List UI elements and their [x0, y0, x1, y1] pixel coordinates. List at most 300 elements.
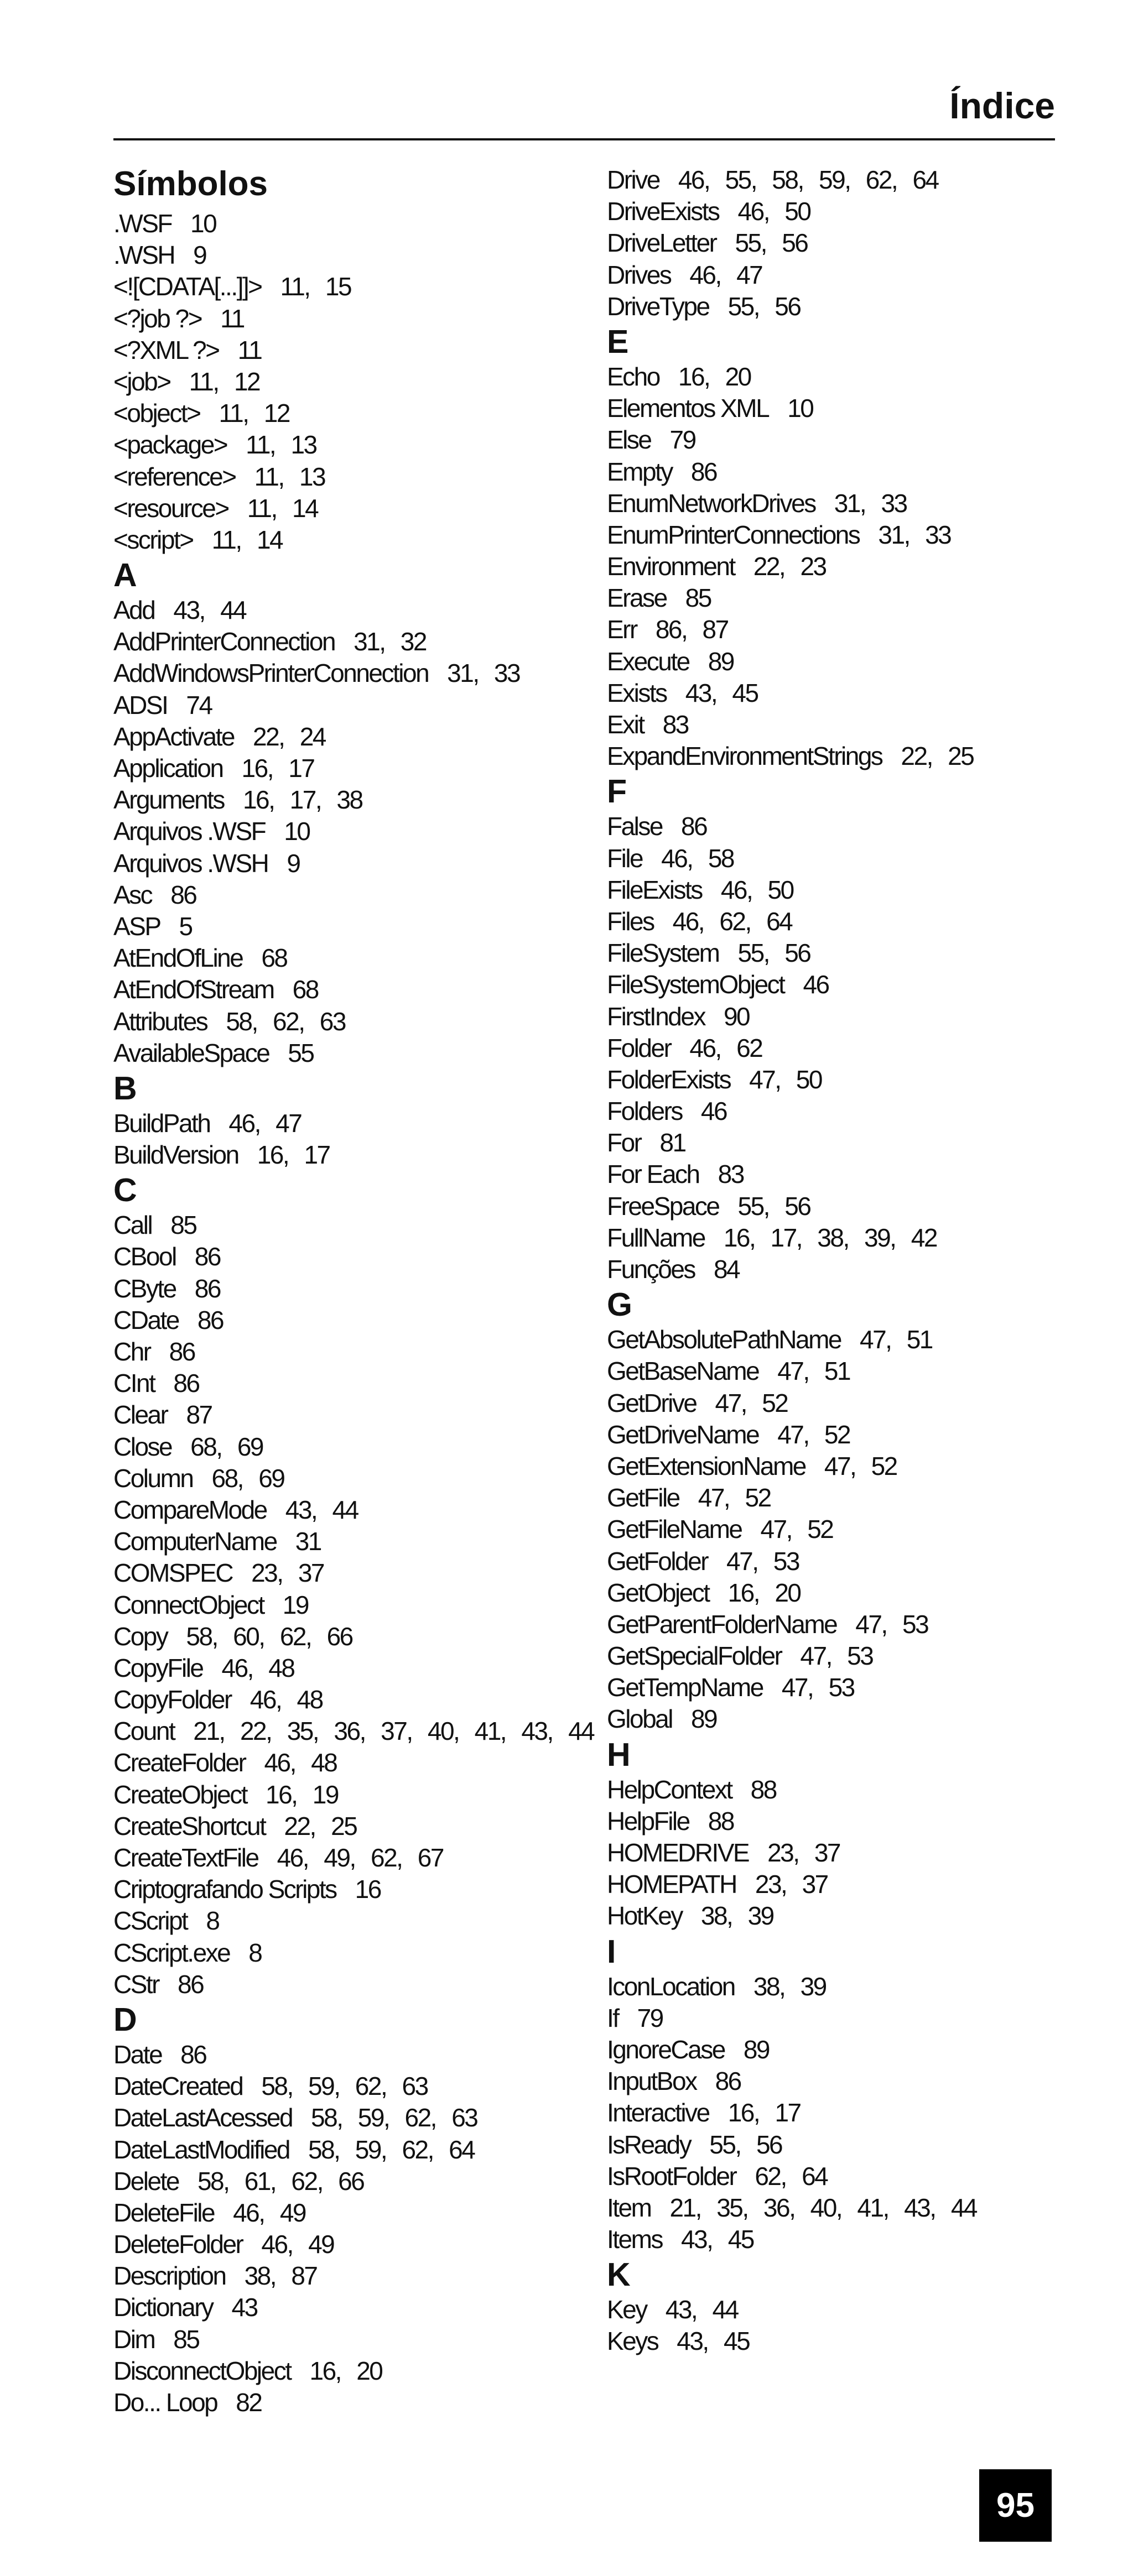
- index-entry: [113, 753, 600, 784]
- index-entry: [607, 1324, 1094, 1355]
- index-term: CDate: [113, 1305, 179, 1334]
- index-entry: [607, 1159, 1094, 1190]
- index-entry: [607, 456, 1094, 488]
- index-entry: [113, 398, 600, 429]
- index-term: <script>: [113, 525, 193, 554]
- index-term: GetFileName: [607, 1515, 742, 1544]
- index-term: CStr: [113, 1969, 159, 1999]
- index-entry: [607, 1482, 1094, 1514]
- index-pages: 11, 13: [254, 462, 325, 491]
- index-term: <reference>: [113, 462, 236, 491]
- index-term: Key: [607, 2295, 647, 2324]
- index-entry: [607, 1672, 1094, 1703]
- index-entry: [607, 874, 1094, 906]
- index-pages: 23, 37: [767, 1838, 840, 1867]
- index-term: For: [607, 1128, 641, 1157]
- index-pages: 79: [637, 2003, 663, 2032]
- index-term: ComputerName: [113, 1527, 277, 1556]
- index-pages: 86: [715, 2067, 741, 2096]
- index-term: Elementos XML: [607, 394, 769, 423]
- index-term: HelpContext: [607, 1775, 732, 1804]
- index-term: ADSI: [113, 690, 168, 719]
- index-entry: [113, 335, 600, 366]
- index-entry: [113, 1937, 600, 1969]
- index-entry: [607, 843, 1094, 874]
- index-pages: 88: [708, 1806, 734, 1835]
- index-entry: [113, 1715, 600, 1747]
- index-pages: 46, 47: [689, 260, 762, 289]
- index-entry: [607, 259, 1094, 291]
- index-entry: [607, 227, 1094, 259]
- index-pages: 46, 62, 64: [672, 906, 792, 936]
- index-pages: 9: [287, 848, 300, 878]
- index-pages: 62, 64: [755, 2161, 828, 2191]
- index-entry: [113, 595, 600, 626]
- index-term: HOMEDRIVE: [607, 1838, 749, 1867]
- index-entry: [113, 493, 600, 524]
- index-entry: [113, 1241, 600, 1273]
- index-entry: [113, 1431, 600, 1463]
- index-term: GetFolder: [607, 1546, 708, 1576]
- index-entry: [607, 1609, 1094, 1640]
- index-term: Interactive: [607, 2098, 709, 2127]
- index-entry: [113, 2134, 600, 2166]
- index-term: GetExtensionName: [607, 1451, 805, 1480]
- index-entry: [607, 2224, 1094, 2255]
- index-entry: [607, 1514, 1094, 1545]
- index-term: <?XML ?>: [113, 335, 219, 364]
- index-entry: [607, 1837, 1094, 1869]
- index-term: Do... Loop: [113, 2388, 217, 2417]
- index-entry: [113, 1842, 600, 1874]
- index-term: CreateObject: [113, 1780, 247, 1809]
- section-heading: K: [607, 2256, 631, 2293]
- index-entry: [607, 1546, 1094, 1577]
- index-term: HotKey: [607, 1901, 682, 1931]
- index-entry: [113, 2355, 600, 2387]
- index-pages: 55, 56: [727, 291, 801, 321]
- index-entry: [607, 1640, 1094, 1672]
- index-entry: [607, 361, 1094, 393]
- index-entry: [113, 2071, 600, 2102]
- index-pages: 11, 14: [211, 525, 283, 554]
- index-pages: 38, 87: [244, 2261, 317, 2291]
- index-entry: [113, 1368, 600, 1399]
- index-term: CreateTextFile: [113, 1843, 258, 1872]
- index-pages: 46, 48: [221, 1653, 294, 1682]
- index-term: DeleteFolder: [113, 2230, 243, 2259]
- index-pages: 47, 50: [749, 1065, 822, 1094]
- index-entry: [113, 1874, 600, 1905]
- index-term: ASP: [113, 911, 160, 941]
- index-term: ConnectObject: [113, 1590, 264, 1619]
- index-pages: 43, 44: [665, 2295, 738, 2324]
- index-term: CompareMode: [113, 1495, 267, 1524]
- index-pages: 74: [186, 690, 212, 719]
- index-pages: 89: [690, 1704, 717, 1734]
- index-term: CByte: [113, 1274, 176, 1303]
- index-term: Arguments: [113, 785, 224, 815]
- index-pages: 31, 33: [834, 488, 907, 518]
- index-entry: [607, 1774, 1094, 1806]
- index-term: Dim: [113, 2324, 155, 2354]
- index-pages: 31, 33: [878, 520, 951, 549]
- index-entry: [607, 709, 1094, 741]
- index-entry: [607, 2192, 1094, 2224]
- index-term: DateLastAcessed: [113, 2103, 293, 2132]
- index-entry: [113, 2229, 600, 2260]
- index-entry: [607, 1703, 1094, 1735]
- index-entry: [113, 2166, 600, 2197]
- index-entry: [607, 164, 1094, 196]
- index-term: DriveType: [607, 291, 709, 321]
- index-term: Exists: [607, 678, 667, 707]
- index-entry: [113, 1273, 600, 1305]
- index-entry: [113, 721, 600, 753]
- index-entry: [113, 1305, 600, 1336]
- section-heading: A: [113, 557, 137, 594]
- index-entry: [113, 1557, 600, 1589]
- index-term: Arquivos .WSH: [113, 848, 268, 878]
- index-pages: 21, 35, 36, 40, 41, 43, 44: [669, 2193, 976, 2222]
- index-entry: [607, 1577, 1094, 1609]
- index-entry: [607, 519, 1094, 551]
- index-pages: 8: [248, 1938, 262, 1967]
- index-pages: 22, 23: [753, 552, 826, 581]
- index-pages: 46: [803, 970, 829, 999]
- section-heading: H: [607, 1736, 631, 1773]
- index-term: CScript: [113, 1906, 188, 1936]
- index-pages: 68, 69: [190, 1432, 263, 1461]
- index-pages: 58, 59, 62, 63: [261, 2072, 428, 2101]
- index-entry: [607, 1191, 1094, 1222]
- index-entry: [607, 1806, 1094, 1837]
- index-term: FileSystemObject: [607, 970, 784, 999]
- index-entry: [607, 1900, 1094, 1932]
- index-term: .WSH: [113, 241, 175, 270]
- index-entry: [113, 524, 600, 556]
- index-pages: 46, 49: [261, 2230, 334, 2259]
- index-entry: [607, 2129, 1094, 2161]
- index-entry: [113, 2387, 600, 2418]
- index-pages: 10: [190, 209, 216, 238]
- index-pages: 19: [282, 1590, 308, 1619]
- index-entry: [607, 969, 1094, 1000]
- index-entry: [113, 1494, 600, 1526]
- index-pages: 47, 53: [800, 1641, 873, 1671]
- index-pages: 68, 69: [211, 1463, 284, 1493]
- index-pages: 16, 20: [727, 1578, 801, 1607]
- index-entry: [113, 879, 600, 911]
- index-entry: [113, 208, 600, 239]
- index-entry: [607, 1254, 1094, 1285]
- index-pages: 55, 56: [737, 938, 810, 968]
- index-term: HelpFile: [607, 1806, 689, 1835]
- index-entry: [113, 271, 600, 303]
- index-pages: 16, 20: [678, 362, 751, 391]
- index-term: If: [607, 2003, 619, 2032]
- index-term: GetParentFolderName: [607, 1609, 837, 1639]
- index-term: Files: [607, 906, 654, 936]
- index-term: <![CDATA[...]]>: [113, 272, 262, 301]
- index-pages: 43, 45: [680, 2225, 753, 2254]
- index-term: DisconnectObject: [113, 2356, 291, 2385]
- index-term: Items: [607, 2225, 662, 2254]
- index-pages: 22, 25: [284, 1811, 357, 1840]
- index-pages: 86: [680, 812, 707, 841]
- index-pages: 46, 55, 58, 59, 62, 64: [678, 165, 938, 194]
- index-pages: 55, 56: [735, 228, 808, 258]
- index-pages: 58, 59, 62, 63: [311, 2103, 477, 2132]
- index-pages: 86: [170, 880, 196, 909]
- index-entry: [113, 429, 600, 461]
- index-pages: 11, 12: [189, 367, 260, 396]
- index-pages: 43, 44: [173, 596, 246, 625]
- index-entry: [607, 1869, 1094, 1900]
- index-pages: 47, 53: [781, 1673, 854, 1702]
- index-entry: [113, 1621, 600, 1652]
- index-pages: 46, 50: [720, 875, 793, 904]
- index-entry: [113, 1969, 600, 2000]
- index-pages: 86: [194, 1242, 220, 1271]
- index-term: DateLastModified: [113, 2135, 289, 2164]
- index-pages: 47, 52: [698, 1483, 771, 1513]
- index-term: .WSF: [113, 209, 171, 238]
- index-pages: 58, 59, 62, 64: [308, 2135, 475, 2164]
- index-term: Keys: [607, 2327, 658, 2356]
- index-entry: [113, 1652, 600, 1684]
- index-pages: 43, 45: [677, 2327, 750, 2356]
- index-pages: 38, 39: [753, 1972, 826, 2001]
- index-pages: 16, 17, 38: [242, 785, 362, 815]
- index-entry: [113, 1684, 600, 1715]
- index-term: GetObject: [607, 1578, 709, 1607]
- section-heading: F: [607, 773, 627, 810]
- index-entry: [113, 848, 600, 879]
- index-pages: 46, 50: [737, 197, 810, 226]
- index-entry: [113, 1006, 600, 1037]
- index-pages: 79: [669, 425, 695, 455]
- index-entry: [607, 2097, 1094, 2129]
- index-term: <object>: [113, 399, 200, 428]
- index-pages: 85: [685, 583, 711, 613]
- index-pages: 11, 14: [247, 493, 318, 523]
- index-term: Clear: [113, 1400, 168, 1430]
- index-entry: [113, 2197, 600, 2229]
- index-entry: [113, 366, 600, 398]
- index-pages: 47, 52: [824, 1451, 897, 1480]
- index-entry: [113, 1779, 600, 1811]
- index-term: Environment: [607, 552, 735, 581]
- index-term: Asc: [113, 880, 152, 909]
- index-entry: [607, 677, 1094, 709]
- index-entry: [607, 196, 1094, 227]
- index-pages: 22, 24: [252, 722, 325, 751]
- index-pages: 90: [723, 1002, 750, 1031]
- index-pages: 68: [292, 975, 318, 1004]
- index-pages: 22, 25: [901, 742, 974, 771]
- index-entry: [113, 1589, 600, 1621]
- index-term: Delete: [113, 2166, 179, 2196]
- index-entry: [113, 2324, 600, 2355]
- index-term: Erase: [607, 583, 667, 613]
- index-term: Execute: [607, 646, 689, 676]
- index-term: For Each: [607, 1160, 699, 1189]
- index-term: HOMEPATH: [607, 1870, 736, 1899]
- index-entry: [113, 1526, 600, 1557]
- index-term: Application: [113, 754, 223, 783]
- index-entry: [113, 974, 600, 1005]
- index-entry: [113, 1463, 600, 1494]
- index-term: <resource>: [113, 493, 228, 523]
- index-term: FirstIndex: [607, 1002, 705, 1031]
- index-term: DriveExists: [607, 197, 719, 226]
- index-pages: 11: [237, 335, 262, 364]
- index-pages: 82: [236, 2388, 262, 2417]
- index-pages: 86: [173, 1369, 199, 1398]
- index-entry: [113, 2260, 600, 2292]
- index-entry: [607, 1222, 1094, 1254]
- index-pages: 47, 51: [777, 1357, 850, 1386]
- index-term: AddWindowsPrinterConnection: [113, 659, 429, 688]
- index-entry: [113, 2102, 600, 2134]
- index-pages: 86: [178, 1969, 204, 1999]
- index-entry: [113, 1139, 600, 1171]
- index-term: AtEndOfStream: [113, 975, 274, 1004]
- index-pages: 83: [662, 710, 688, 739]
- index-pages: 88: [750, 1775, 776, 1804]
- index-pages: 47, 52: [760, 1515, 833, 1544]
- index-term: Funções: [607, 1255, 695, 1284]
- index-pages: 47, 51: [860, 1325, 932, 1354]
- index-term: Date: [113, 2040, 162, 2069]
- index-term: AtEndOfLine: [113, 943, 243, 973]
- index-term: FileExists: [607, 875, 702, 904]
- index-pages: 46, 49, 62, 67: [277, 1843, 443, 1872]
- index-term: ExpandEnvironmentStrings: [607, 742, 882, 771]
- index-pages: 85: [170, 1211, 196, 1240]
- index-term: GetFile: [607, 1483, 679, 1513]
- index-pages: 16, 17, 38, 39, 42: [723, 1223, 937, 1252]
- index-entry: [113, 1811, 600, 1842]
- index-term: AvailableSpace: [113, 1038, 269, 1067]
- index-entry: [607, 646, 1094, 677]
- index-pages: 89: [743, 2035, 769, 2064]
- index-pages: 58, 62, 63: [226, 1007, 345, 1036]
- index-pages: 47, 52: [715, 1388, 788, 1417]
- index-term: <job>: [113, 367, 170, 396]
- index-term: CInt: [113, 1369, 155, 1398]
- index-entry: [607, 424, 1094, 456]
- index-entry: [113, 658, 600, 689]
- index-term: Arquivos .WSF: [113, 817, 266, 846]
- index-pages: 11, 15: [280, 272, 351, 301]
- index-pages: 43, 44: [285, 1495, 358, 1524]
- index-term: Call: [113, 1211, 152, 1240]
- index-term: FolderExists: [607, 1065, 731, 1094]
- index-pages: 5: [179, 911, 192, 941]
- index-pages: 55, 56: [737, 1191, 810, 1221]
- index-term: <package>: [113, 430, 227, 460]
- index-pages: 55: [288, 1038, 314, 1067]
- index-entry: [607, 614, 1094, 645]
- header-rule: [113, 138, 1055, 140]
- index-entry: [607, 2294, 1094, 2325]
- index-pages: 86: [194, 1274, 220, 1303]
- index-pages: 11: [220, 304, 244, 333]
- index-term: Exit: [607, 710, 644, 739]
- index-term: COMSPEC: [113, 1558, 233, 1588]
- index-entry: [607, 811, 1094, 842]
- index-term: File: [607, 843, 643, 873]
- index-term: GetDrive: [607, 1388, 697, 1417]
- index-term: EnumNetworkDrives: [607, 488, 815, 518]
- index-term: Drive: [607, 165, 659, 194]
- section-heading: I: [607, 1933, 616, 1970]
- index-entry: [607, 1064, 1094, 1096]
- index-pages: 16, 17: [257, 1140, 330, 1170]
- index-pages: 47, 53: [855, 1609, 928, 1639]
- index-pages: 43: [231, 2293, 257, 2322]
- index-term: Folders: [607, 1097, 682, 1126]
- index-term: FileSystem: [607, 938, 719, 968]
- index-entry: [113, 1336, 600, 1368]
- section-heading: E: [607, 323, 629, 360]
- index-entry: [113, 303, 600, 335]
- index-pages: 58, 61, 62, 66: [197, 2166, 364, 2196]
- index-pages: 16: [355, 1875, 381, 1904]
- index-term: Global: [607, 1704, 672, 1734]
- section-heading: D: [113, 2001, 137, 2038]
- index-pages: 11, 12: [219, 399, 289, 428]
- index-entry: [607, 1127, 1094, 1159]
- index-term: Copy: [113, 1621, 168, 1651]
- index-term: Dictionary: [113, 2293, 213, 2322]
- index-pages: 23, 37: [251, 1558, 324, 1588]
- index-term: Count: [113, 1717, 175, 1746]
- index-pages: 46, 49: [233, 2198, 305, 2227]
- index-pages: 46, 62: [689, 1033, 762, 1062]
- index-term: DeleteFile: [113, 2198, 215, 2227]
- index-pages: 10: [787, 394, 813, 423]
- index-term: Echo: [607, 362, 659, 391]
- index-pages: 11, 13: [246, 430, 316, 460]
- index-pages: 46, 48: [264, 1748, 337, 1777]
- index-term: InputBox: [607, 2067, 697, 2096]
- index-term: False: [607, 812, 662, 841]
- index-entry: [607, 937, 1094, 969]
- index-pages: 16, 17: [241, 754, 314, 783]
- index-term: IsRootFolder: [607, 2161, 736, 2191]
- index-entry: [607, 1971, 1094, 2003]
- index-entry: [607, 1096, 1094, 1127]
- index-pages: 46, 47: [228, 1108, 302, 1138]
- index-term: Add: [113, 596, 155, 625]
- index-pages: 31, 32: [354, 627, 426, 656]
- index-term: IgnoreCase: [607, 2035, 725, 2064]
- index-term: FreeSpace: [607, 1191, 719, 1221]
- section-heading: B: [113, 1070, 137, 1107]
- index-pages: 31: [295, 1527, 321, 1556]
- index-pages: 16, 17: [727, 2098, 801, 2127]
- index-term: EnumPrinterConnections: [607, 520, 860, 549]
- index-entry: [113, 784, 600, 816]
- index-entry: [113, 1905, 600, 1937]
- index-entry: [607, 1001, 1094, 1033]
- index-pages: 86: [690, 457, 717, 486]
- section-heading: C: [113, 1172, 137, 1209]
- index-pages: 86, 87: [655, 615, 728, 644]
